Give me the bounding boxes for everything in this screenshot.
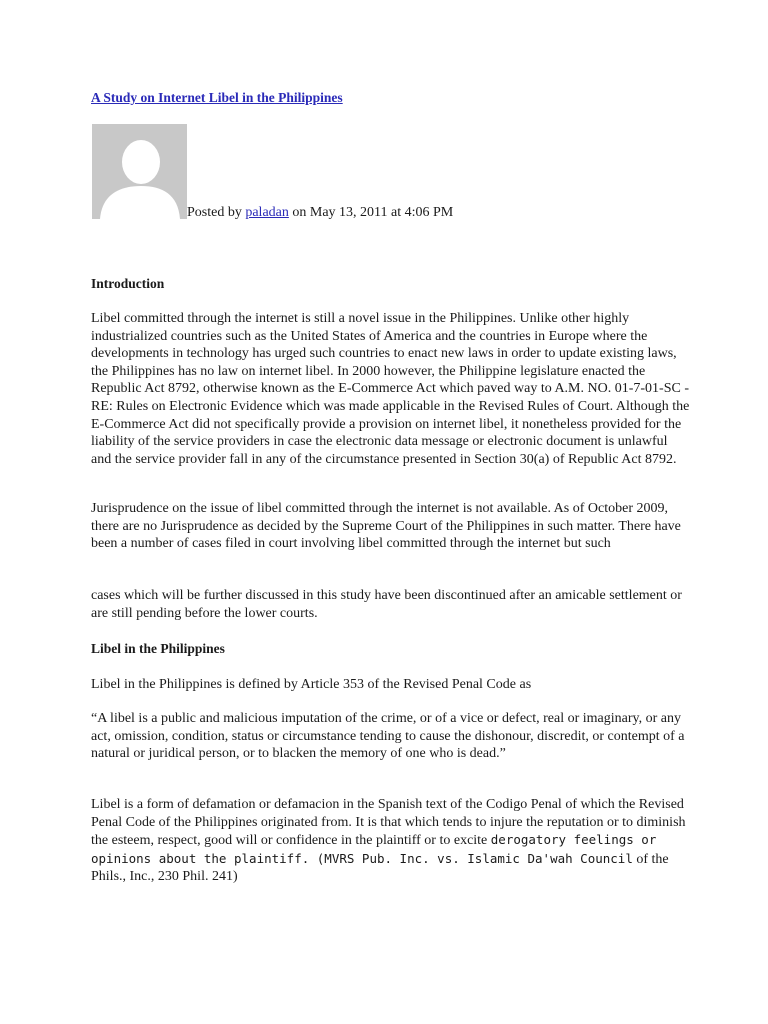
libel-paragraph-2-part-1: Libel is a form of defamation or defamacion in the Spanish text of the Codigo Penal of which the Revised Penal Code of the Philippines originated from. It is that which tends to injure the reputation or to diminish the esteem, respect, good will or confidence in the plaintiff or to excite [91,797,686,849]
post-byline [187,205,453,221]
intro-paragraph-1: Libel committed through the internet is still a novel issue in the Philippines. Unlike other highly industrialized countries such as the United States of America and the countries in Europe where the developments in technology has urged such countries to enact new laws in order to update existing laws, the Philippines has no law on internet libel. In 2000 however, the Philippine legislature enacted the Republic Act 8792, otherwise known as the E-Commerce Act which paved way to A.M. NO. 01-7-01-SC - RE: Rules on Electronic Evidence which was made applicable in the Revised Rules of Court. Although the E-Commerce Act did not specifically provide a provision on internet libel, it nonetheless provided for the liability of the service providers in case the electronic data message or electronic document is unlawful and the service provider fall in any of the circumstance presented in Section 30(a) of Republic Act 8792. [91,311,690,467]
libel-heading: Libel in the Philippines [91,641,225,656]
libel-paragraph-2-part-2: derogatory feelings or opinions about the plaintiff. (MVRS Pub. Inc. vs. Islamic Da'wah Council [91,832,657,866]
introduction-heading: Introduction [91,276,165,291]
intro-paragraph-3: cases which will be further discussed in this study have been discontinued after an amicable settlement or are still pending before the lower courts. [91,588,682,621]
libel-paragraph-1: Libel in the Philippines is defined by Article 353 of the Revised Penal Code as [91,677,532,692]
byline-prefix: Posted by [187,205,246,220]
libel-paragraph-2-part-3: of the Phils., Inc., 230 Phil. 241) [91,851,669,885]
intro-paragraph-2: Jurisprudence on the issue of libel committed through the internet is not available. As of October 2009, there are no Jurisprudence as decided by the Supreme Court of the Philippines in such matter. There have been a number of cases filed in court involving libel committed through the internet but such [91,501,681,552]
default-user-avatar-icon [92,124,187,219]
libel-definition-quote: “A libel is a public and malicious imputation of the crime, or of a vice or defect, real or imaginary, or any act, omission, condition, status or circumstance tending to cause the dishonour, discredit, or contempt of a natural or juridical person, or to blacken the memory of one who is dead.” [91,711,685,762]
byline-date: on May 13, 2011 at 4:06 PM [288,205,454,220]
libel-paragraph-2 [91,796,691,886]
post-title-link[interactable]: A Study on Internet Libel in the Philippines [91,90,343,105]
author-link[interactable]: paladan [245,205,289,220]
